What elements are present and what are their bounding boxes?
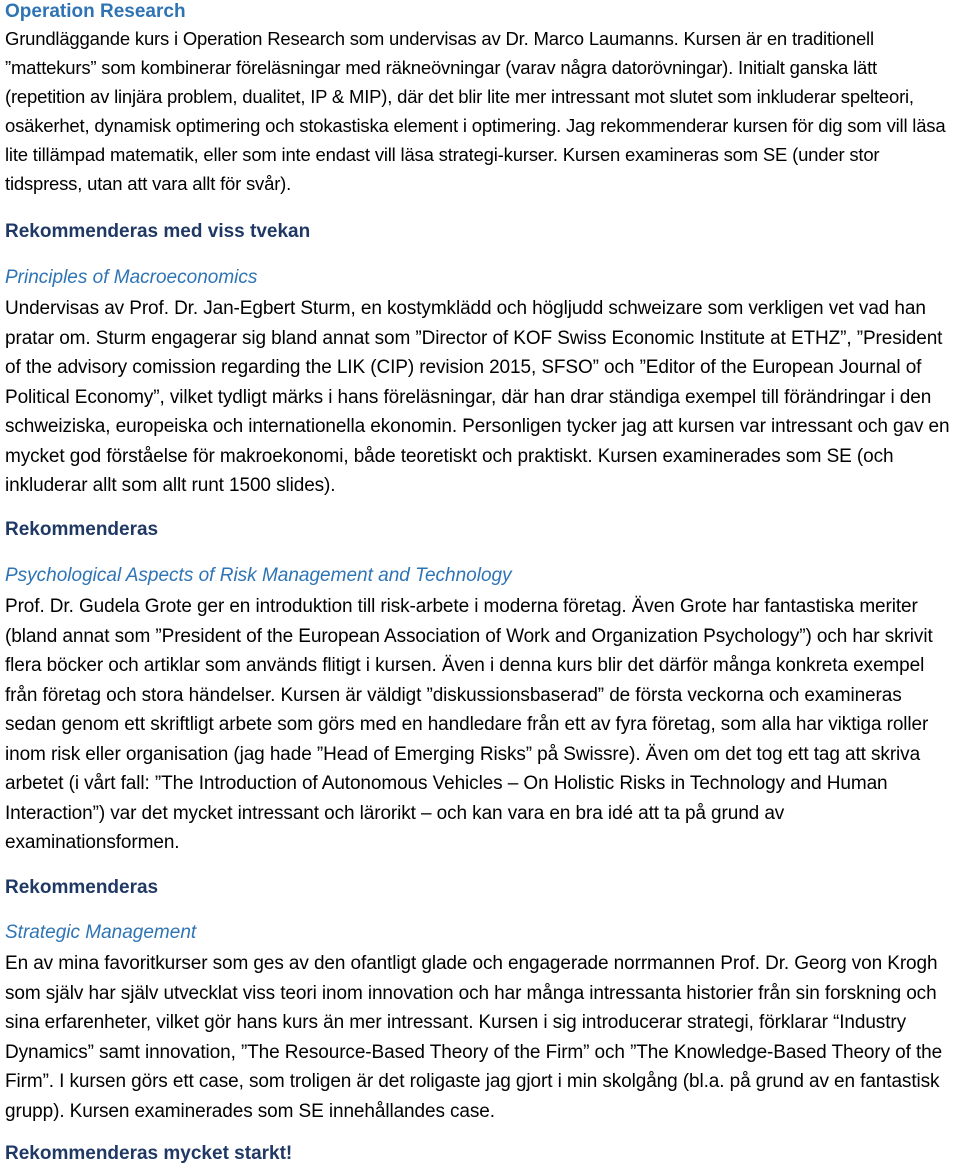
course-verdict: Rekommenderas med viss tvekan [5,221,311,242]
course-description: En av mina favoritkurser som ges av den ofantligt glade och engagerade norrmannen Prof. Dr. Georg von Krogh som själv har själv utvecklat viss teori inom innovation och har många intressanta historier från sin forskning och sina erfarenheter, vilket gör hans kurs än mer intressant. Kursen i sig introducerar strategi, förklarar “Industry Dynamics” samt innovation, ”The Resource-Based Theory of the Firm” och ”The Knowledge-Based Theory of the Firm”. I kursen görs ett case, som troligen är det roligaste jag gjort i min skolgång (bl.a. på grund av en fantastisk grupp). Kursen examinerades som SE innehållandes case. [5,953,943,1122]
course-description: Grundläggande kurs i Operation Research som undervisas av Dr. Marco Laumanns. Kursen är en traditionell ”mattekurs” som kombinerar föreläsningar med räkneövningar (varav några datorövningar). Initialt ganska lätt (repetition av linjära problem, dualitet, IP & MIP), där det blir lite mer intressant mot slutet som inkluderar spelteori, osäkerhet, dynamisk optimering och stokastiska element i optimering. Jag rekommenderar kursen för dig som vill läsa lite tillämpad matematik, eller som inte endast vill läsa strategi-kurser. Kursen examineras som SE (under stor tidspress, utan att vara allt för svår). [5,28,946,194]
course-title: Psychological Aspects of Risk Management and Technology [5,565,512,586]
course-section-operation-research [5,0,957,198]
course-verdict: Rekommenderas [5,519,159,540]
course-verdict: Rekommenderas mycket starkt! [5,1143,293,1164]
course-verdict: Rekommenderas [5,877,159,898]
course-title: Operation Research [5,1,186,22]
course-section-macroeconomics [5,266,957,501]
course-description: Prof. Dr. Gudela Grote ger en introduktion till risk-arbete i moderna företag. Även Grote har fantastiska meriter (bland annat som ”President of the European Association of Work and Organization Psychology”) och har skrivit flera böcker och artiklar som används flitigt i kursen. Även i denna kurs blir det därför många konkreta exempel från företag och stora händelser. Kursen är väldigt ”diskussionsbaserad” de första veckorna och examineras sedan genom ett skriftligt arbete som görs med en handledare från ett av fyra företag, som alla har viktiga roller inom risk eller organisation (jag hade ”Head of Emerging Risks” på Swissre). Även om det tog ett tag att skriva arbetet (i vårt fall: ”The Introduction of Autonomous Vehicles – On Holistic Risks in Technology and Human Interaction”) var det mycket intressant och lärorikt – och kan vara en bra idé att ta på grund av examinationsformen. [5,596,933,853]
course-section-risk-management [5,564,957,858]
course-description: Undervisas av Prof. Dr. Jan-Egbert Sturm, en kostymklädd och högljudd schweizare som verkligen vet vad han pratar om. Sturm engagerar sig bland annat som ”Director of KOF Swiss Economic Institute at ETHZ”, ”President of the advisory comission regarding the LIK (CIP) revision 2015, SFSO” och ”Editor of the European Journal of Political Economy”, vilket tydligt märks i hans föreläsningar, där han drar ständiga exempel till förändringar i den schweiziska, europeiska och internationella ekonomin. Personligen tycker jag att kursen var intressant och gav en mycket god förståelse för makroekonomi, både teoretiskt och praktiskt. Kursen examinerades som SE (och inkluderar allt som allt runt 1500 slides). [5,298,950,496]
course-title: Strategic Management [5,922,197,943]
course-section-strategic-management [5,921,957,1126]
course-title: Principles of Macroeconomics [5,267,258,288]
